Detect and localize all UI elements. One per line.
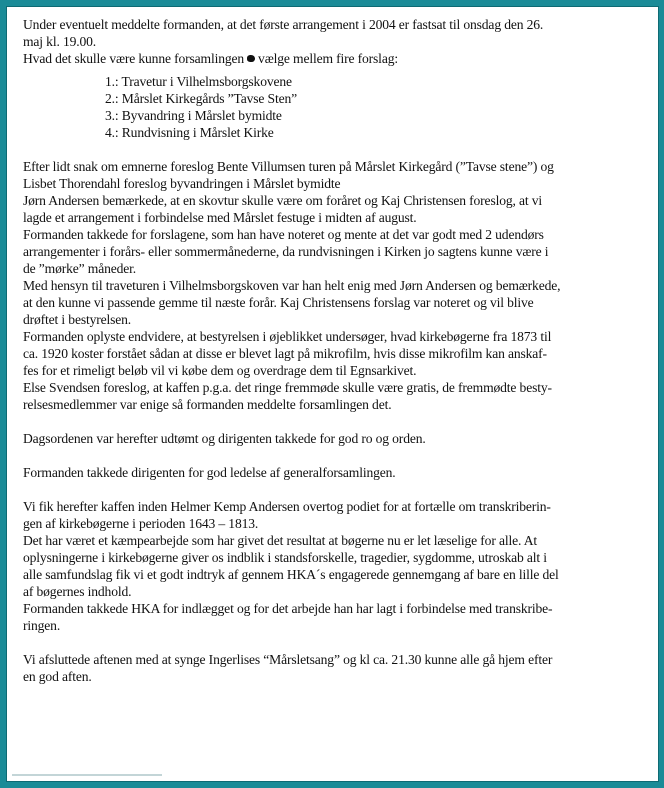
text-line: Formanden takkede HKA for indlægget og for det arbejde han har lagt i forbindelse med transkribe- [23, 601, 553, 616]
text-line: Vi fik herefter kaffen inden Helmer Kemp Andersen overtog podiet for at fortælle om transkriberin- [23, 499, 551, 514]
text-line: ca. 1920 koster forstået sådan at disse er blevet lagt på mikrofilm, hvis disse mikrofilm kan anskaf- [23, 346, 547, 361]
proposal-item: 3.: Byvandring i Mårslet bymidte [105, 108, 282, 123]
proposal-item: 2.: Mårslet Kirkegårds ”Tavse Sten” [105, 91, 297, 106]
document-page [6, 6, 659, 782]
text-line: oplysningerne i kirkebøgerne giver os indblik i standsforskelle, tragedier, sygdomme, utroskab alt i [23, 550, 547, 565]
text-line: en god aften. [23, 669, 92, 684]
text-line: Formanden takkede for forslagene, som han have noteret og mente at det var godt med 2 udendørs [23, 227, 544, 242]
thanks-chair-line: Formanden takkede dirigenten for god ledelse af generalforsamlingen. [23, 465, 396, 480]
scan-artifact [12, 774, 162, 776]
text-line: arrangementer i forårs- eller sommermånederne, da rundvisningen i Kirken jo sagtens kunne være i [23, 244, 549, 259]
document-text [23, 16, 633, 685]
announcement-line-2: maj kl. 19.00. [23, 34, 97, 49]
text-line: fes for et rimeligt beløb vil vi købe dem og overdrage dem til Egnsarkivet. [23, 363, 417, 378]
text-line: Formanden oplyste endvidere, at bestyrelsen i øjeblikket undersøger, hvad kirkebøgerne fra 1873 til [23, 329, 552, 344]
spacer [23, 413, 633, 430]
spacer [23, 634, 633, 651]
agenda-done-line: Dagsordenen var herefter udtømt og dirigenten takkede for god ro og orden. [23, 431, 426, 446]
proposal-item: 1.: Travetur i Vilhelmsborgskovene [105, 74, 292, 89]
proposal-item: 4.: Rundvisning i Mårslet Kirke [105, 125, 274, 140]
text-line: ringen. [23, 618, 61, 633]
text-line: Vi afsluttede aftenen med at synge Ingerlises “Mårsletsang” og kl ca. 21.30 kunne alle gå hjem efter [23, 652, 553, 667]
announcement-line-1: Under eventuelt meddelte formanden, at det første arrangement i 2004 er fastsat til onsdag den 26. [23, 17, 544, 32]
text-line: Jørn Andersen bemærkede, at en skovtur skulle være om foråret og Kaj Christensen foreslog, at vi [23, 193, 543, 208]
text-line: relsesmedlemmer var enige så formanden meddelte forsamlingen det. [23, 397, 392, 412]
text-line: Efter lidt snak om emnerne foreslog Bente Villumsen turen på Mårslet Kirkegård (”Tavse stene”) og [23, 159, 554, 174]
text-line: de ”mørke” måneder. [23, 261, 137, 276]
spacer [23, 141, 633, 158]
spacer [23, 481, 633, 498]
text-line: Det har været et kæmpearbejde som har givet det resultat at bøgerne nu er let læselige for alle. At [23, 533, 537, 548]
text-line: alle samfundslag fik vi et godt indtryk af gennem HKA´s engagerede gennemgang af bare en lille del [23, 567, 559, 582]
text-line: lagde et arrangement i forbindelse med Mårslet festuge i midten af august. [23, 210, 417, 225]
text-line: Med hensyn til traveturen i Vilhelmsborgskoven var han helt enig med Jørn Andersen og bemærkede, [23, 278, 561, 293]
text-line: at den kunne vi passende gemme til næste forår. Kaj Christensens forslag var noteret og vil blive [23, 295, 534, 310]
text-line: gen af kirkebøgerne i perioden 1643 – 1813. [23, 516, 259, 531]
ink-blot-icon [247, 55, 255, 62]
question-line [23, 50, 633, 67]
spacer [23, 447, 633, 464]
text-line: drøftet i bestyrelsen. [23, 312, 132, 327]
talk-section [23, 498, 633, 634]
discussion-section [23, 158, 633, 413]
question-text-a: Hvad det skulle være kunne forsamlingen [23, 51, 245, 66]
closing-section [23, 651, 633, 685]
text-line: Else Svendsen foreslog, at kaffen p.g.a. det ringe fremmøde skulle være gratis, de fremmødte besty- [23, 380, 552, 395]
text-line: Lisbet Thorendahl foreslog byvandringen i Mårslet bymidte [23, 176, 341, 191]
text-line: af bøgernes indhold. [23, 584, 132, 599]
proposal-list [23, 73, 633, 141]
question-text-b: vælge mellem fire forslag: [258, 51, 398, 66]
